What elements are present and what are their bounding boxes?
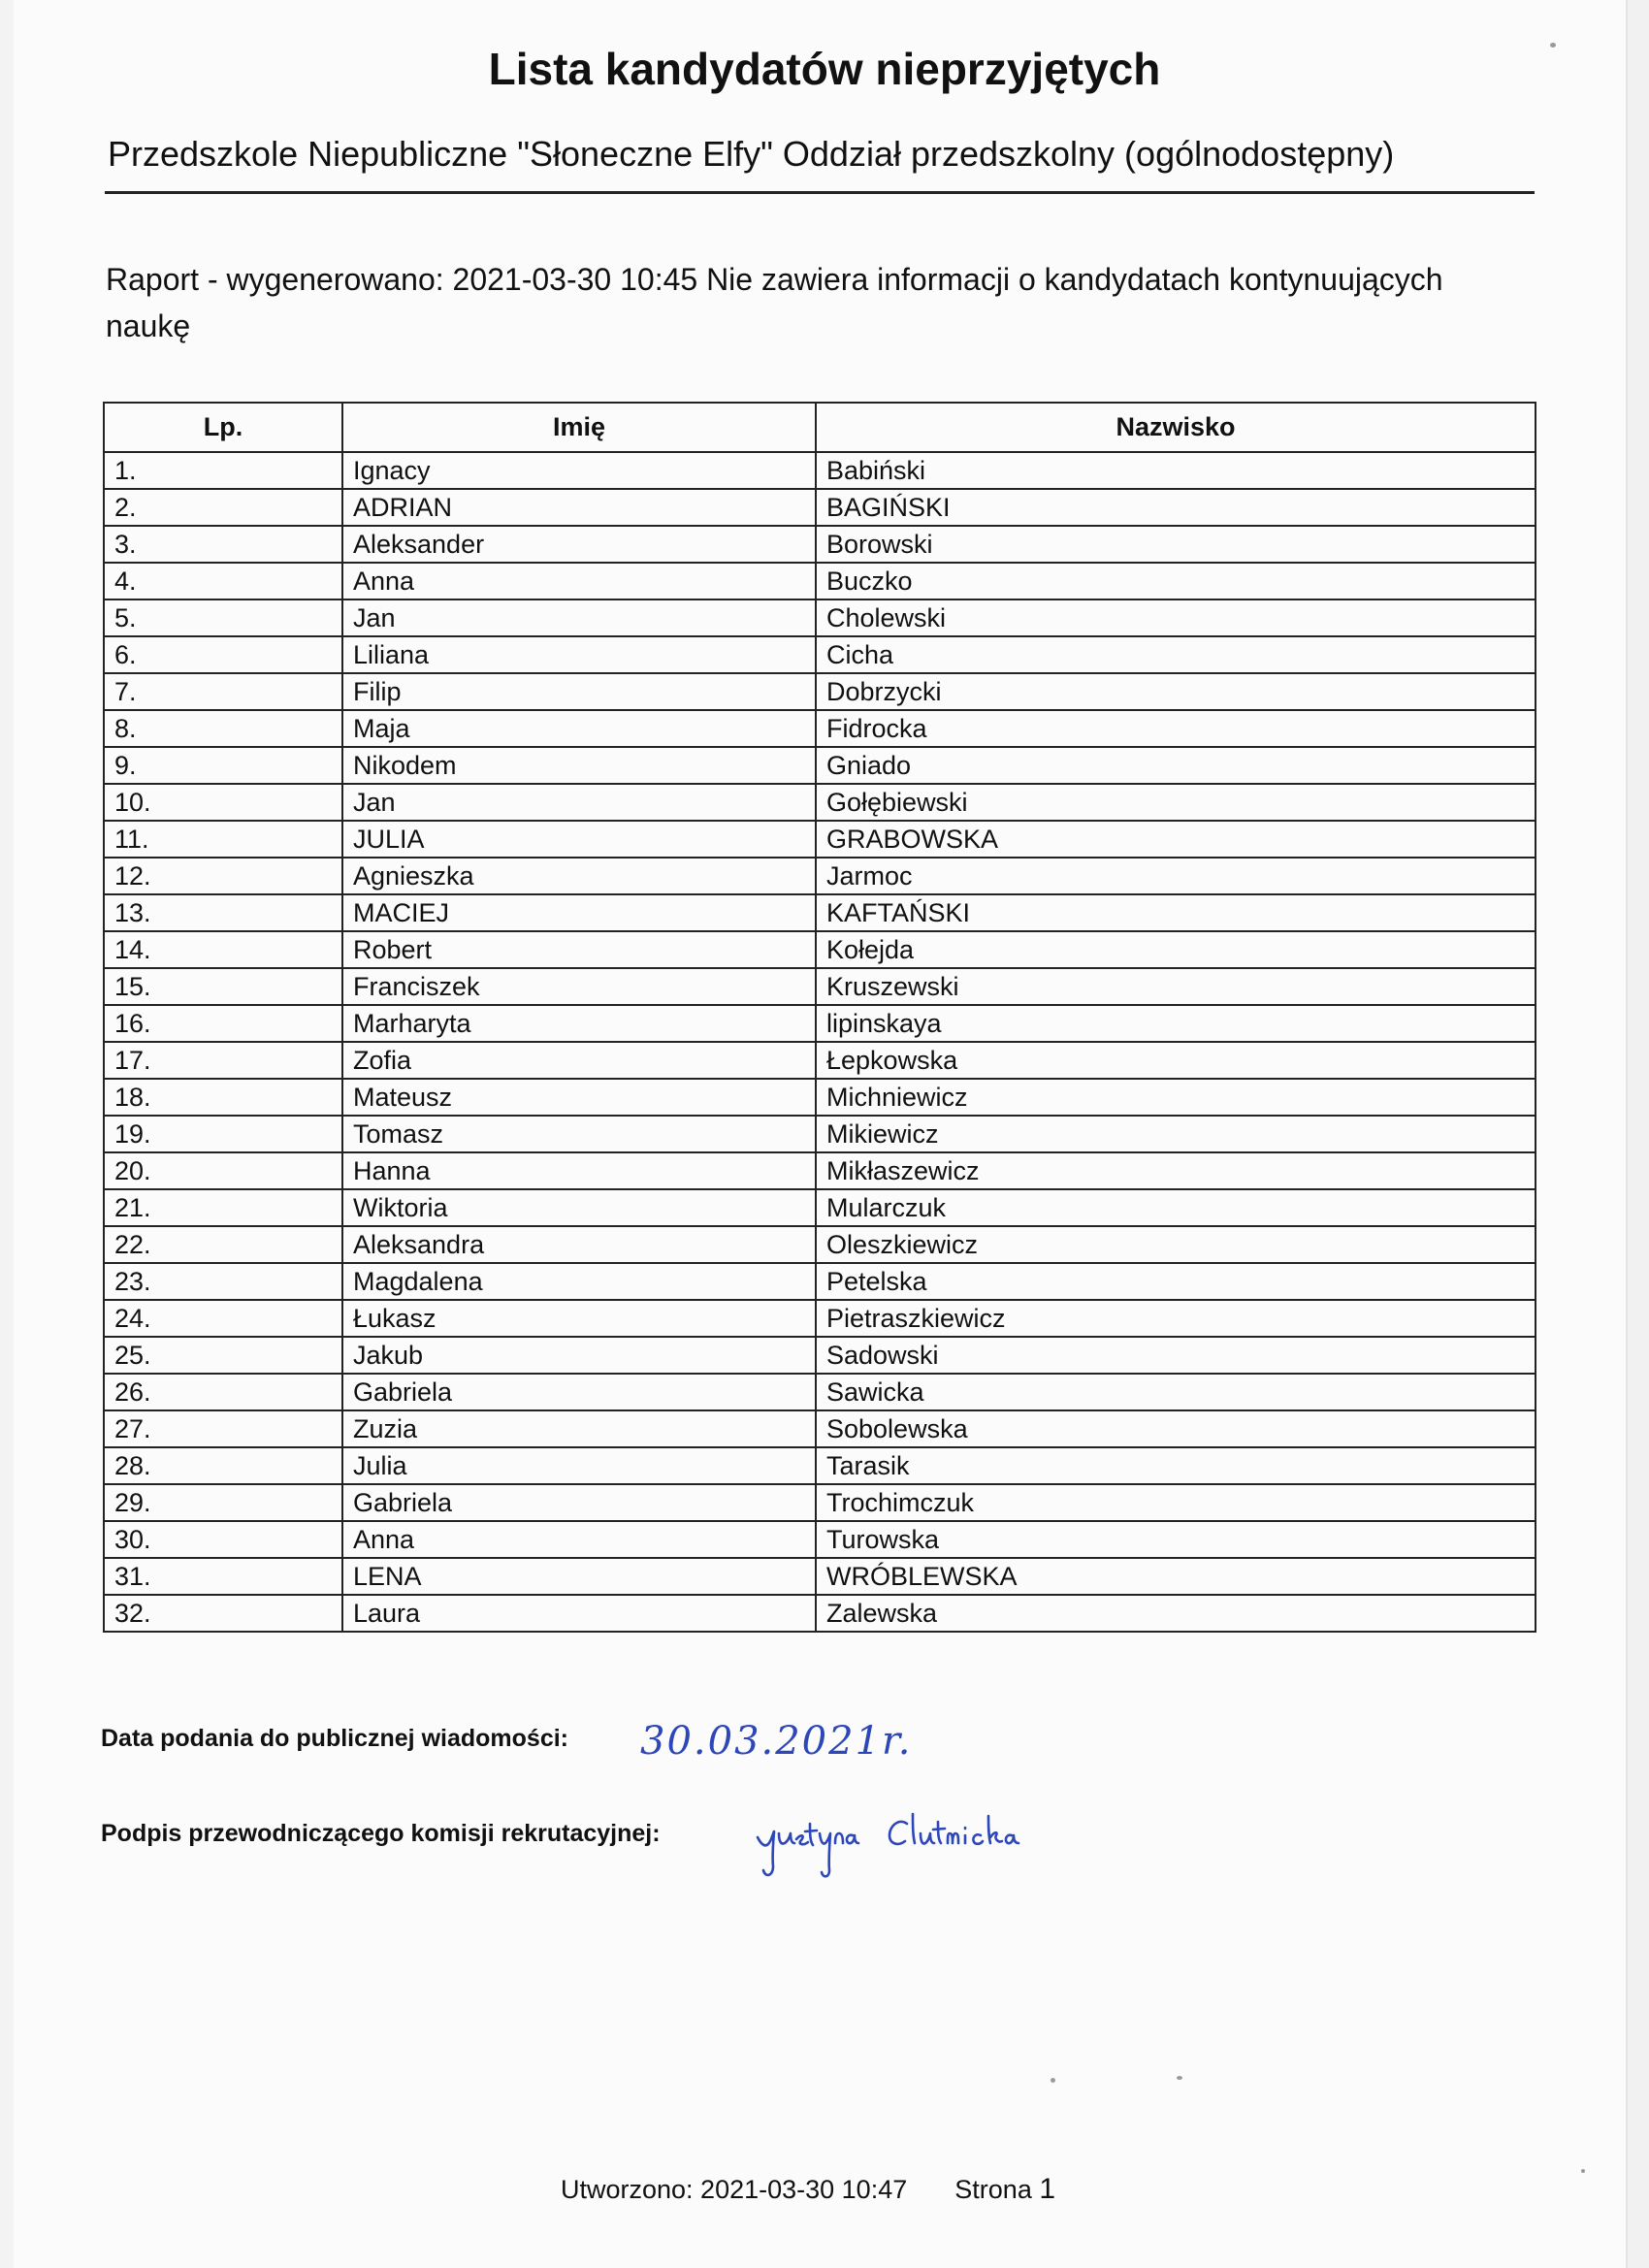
first-name-cell: Ignacy xyxy=(342,452,816,489)
row-number-cell: 31. xyxy=(104,1558,342,1595)
first-name-cell: Agnieszka xyxy=(342,858,816,894)
row-number-cell: 32. xyxy=(104,1595,342,1632)
table-row xyxy=(104,1447,1536,1484)
header-lp: Lp. xyxy=(104,403,342,452)
table-row xyxy=(104,1300,1536,1337)
row-number-cell: 19. xyxy=(104,1116,342,1152)
row-number-cell: 18. xyxy=(104,1079,342,1116)
first-name-cell: Marharyta xyxy=(342,1005,816,1042)
last-name-cell: Buczko xyxy=(816,563,1536,599)
first-name-cell: Julia xyxy=(342,1447,816,1484)
last-name-cell: Zalewska xyxy=(816,1595,1536,1632)
row-number-cell: 5. xyxy=(104,599,342,636)
row-number-cell: 23. xyxy=(104,1263,342,1300)
row-number-cell: 16. xyxy=(104,1005,342,1042)
first-name-cell: Magdalena xyxy=(342,1263,816,1300)
last-name-cell: Mularczuk xyxy=(816,1189,1536,1226)
header-first-name: Imię xyxy=(342,403,816,452)
row-number-cell: 25. xyxy=(104,1337,342,1374)
table-row xyxy=(104,1116,1536,1152)
table-row xyxy=(104,1410,1536,1447)
header-last-name: Nazwisko xyxy=(816,403,1536,452)
table-row xyxy=(104,1005,1536,1042)
last-name-cell: Łepkowska xyxy=(816,1042,1536,1079)
row-number-cell: 28. xyxy=(104,1447,342,1484)
row-number-cell: 29. xyxy=(104,1484,342,1521)
row-number-cell: 20. xyxy=(104,1152,342,1189)
page-number: 1 xyxy=(1039,2173,1056,2205)
last-name-cell: BAGIŃSKI xyxy=(816,489,1536,526)
first-name-cell: MACIEJ xyxy=(342,894,816,931)
last-name-cell: Michniewicz xyxy=(816,1079,1536,1116)
table-row xyxy=(104,1263,1536,1300)
table-row xyxy=(104,1484,1536,1521)
table-row xyxy=(104,858,1536,894)
row-number-cell: 3. xyxy=(104,526,342,563)
first-name-cell: Gabriela xyxy=(342,1484,816,1521)
last-name-cell: GRABOWSKA xyxy=(816,821,1536,858)
table-row xyxy=(104,710,1536,747)
first-name-cell: Nikodem xyxy=(342,747,816,784)
row-number-cell: 17. xyxy=(104,1042,342,1079)
title-divider xyxy=(105,191,1535,194)
page-title: Lista kandydatów nieprzyjętych xyxy=(488,44,1161,94)
last-name-cell: Borowski xyxy=(816,526,1536,563)
first-name-cell: Aleksander xyxy=(342,526,816,563)
table-row xyxy=(104,599,1536,636)
first-name-cell: Jakub xyxy=(342,1337,816,1374)
first-name-cell: Zuzia xyxy=(342,1410,816,1447)
candidates-table xyxy=(103,402,1536,1633)
table-row xyxy=(104,1042,1536,1079)
last-name-cell: Gołębiewski xyxy=(816,784,1536,821)
row-number-cell: 30. xyxy=(104,1521,342,1558)
handwritten-signature xyxy=(752,1810,1101,1888)
last-name-cell: Babiński xyxy=(816,452,1536,489)
table-body xyxy=(104,452,1536,1632)
table-row xyxy=(104,489,1536,526)
last-name-cell: Kruszewski xyxy=(816,968,1536,1005)
table-header-row xyxy=(104,403,1536,452)
row-number-cell: 21. xyxy=(104,1189,342,1226)
scan-right-margin xyxy=(1626,0,1649,2268)
page-label: Strona xyxy=(954,2175,1032,2204)
table-row xyxy=(104,1595,1536,1632)
last-name-cell: Tarasik xyxy=(816,1447,1536,1484)
row-number-cell: 2. xyxy=(104,489,342,526)
last-name-cell: Cholewski xyxy=(816,599,1536,636)
row-number-cell: 27. xyxy=(104,1410,342,1447)
table-row xyxy=(104,1079,1536,1116)
report-info: Raport - wygenerowano: 2021-03-30 10:45 Nie zawiera informacji o kandydatach kontynuujących naukę xyxy=(106,262,1443,343)
table-row xyxy=(104,821,1536,858)
last-name-cell: Fidrocka xyxy=(816,710,1536,747)
last-name-cell: Gniado xyxy=(816,747,1536,784)
row-number-cell: 9. xyxy=(104,747,342,784)
first-name-cell: LENA xyxy=(342,1558,816,1595)
first-name-cell: Maja xyxy=(342,710,816,747)
row-number-cell: 24. xyxy=(104,1300,342,1337)
row-number-cell: 10. xyxy=(104,784,342,821)
first-name-cell: Gabriela xyxy=(342,1374,816,1410)
last-name-cell: Sobolewska xyxy=(816,1410,1536,1447)
row-number-cell: 4. xyxy=(104,563,342,599)
first-name-cell: Anna xyxy=(342,1521,816,1558)
row-number-cell: 13. xyxy=(104,894,342,931)
scan-speck xyxy=(1550,43,1556,48)
scan-speck xyxy=(1581,2169,1585,2173)
table-row xyxy=(104,1152,1536,1189)
row-number-cell: 12. xyxy=(104,858,342,894)
row-number-cell: 26. xyxy=(104,1374,342,1410)
row-number-cell: 14. xyxy=(104,931,342,968)
first-name-cell: Hanna xyxy=(342,1152,816,1189)
table-row xyxy=(104,563,1536,599)
last-name-cell: Jarmoc xyxy=(816,858,1536,894)
first-name-cell: Jan xyxy=(342,784,816,821)
table-row xyxy=(104,894,1536,931)
table-row xyxy=(104,931,1536,968)
publication-date-handwritten: 30.03.2021r. xyxy=(640,1719,913,1764)
publication-date-label: Data podania do publicznej wiadomości: xyxy=(101,1725,568,1752)
first-name-cell: Filip xyxy=(342,673,816,710)
last-name-cell: Pietraszkiewicz xyxy=(816,1300,1536,1337)
scan-speck xyxy=(1051,2078,1055,2083)
last-name-cell: Sadowski xyxy=(816,1337,1536,1374)
first-name-cell: Wiktoria xyxy=(342,1189,816,1226)
row-number-cell: 8. xyxy=(104,710,342,747)
last-name-cell: WRÓBLEWSKA xyxy=(816,1558,1536,1595)
last-name-cell: Oleszkiewicz xyxy=(816,1226,1536,1263)
institution-subtitle: Przedszkole Niepubliczne "Słoneczne Elfy" Oddział przedszkolny (ogólnodostępny) xyxy=(108,134,1395,174)
first-name-cell: Aleksandra xyxy=(342,1226,816,1263)
scan-left-margin xyxy=(0,0,14,2268)
first-name-cell: Jan xyxy=(342,599,816,636)
row-number-cell: 22. xyxy=(104,1226,342,1263)
last-name-cell: Mikiewicz xyxy=(816,1116,1536,1152)
table-row xyxy=(104,452,1536,489)
table-row xyxy=(104,968,1536,1005)
table-row xyxy=(104,636,1536,673)
last-name-cell: Mikłaszewicz xyxy=(816,1152,1536,1189)
row-number-cell: 7. xyxy=(104,673,342,710)
row-number-cell: 15. xyxy=(104,968,342,1005)
table-row xyxy=(104,1558,1536,1595)
table-row xyxy=(104,526,1536,563)
row-number-cell: 1. xyxy=(104,452,342,489)
table-row xyxy=(104,1374,1536,1410)
first-name-cell: ADRIAN xyxy=(342,489,816,526)
last-name-cell: Trochimczuk xyxy=(816,1484,1536,1521)
first-name-cell: Laura xyxy=(342,1595,816,1632)
last-name-cell: Sawicka xyxy=(816,1374,1536,1410)
row-number-cell: 11. xyxy=(104,821,342,858)
last-name-cell: Kołejda xyxy=(816,931,1536,968)
first-name-cell: Liliana xyxy=(342,636,816,673)
created-timestamp: Utworzono: 2021-03-30 10:47 xyxy=(561,2175,908,2204)
last-name-cell: Dobrzycki xyxy=(816,673,1536,710)
first-name-cell: Tomasz xyxy=(342,1116,816,1152)
table-row xyxy=(104,1226,1536,1263)
last-name-cell: lipinskaya xyxy=(816,1005,1536,1042)
last-name-cell: Turowska xyxy=(816,1521,1536,1558)
page-footer xyxy=(561,2173,1055,2206)
last-name-cell: Cicha xyxy=(816,636,1536,673)
signature-label: Podpis przewodniczącego komisji rekrutacyjnej: xyxy=(101,1820,661,1847)
first-name-cell: Anna xyxy=(342,563,816,599)
table-row xyxy=(104,1189,1536,1226)
table-row xyxy=(104,1337,1536,1374)
scan-speck xyxy=(1177,2076,1182,2080)
table-row xyxy=(104,1521,1536,1558)
first-name-cell: Zofia xyxy=(342,1042,816,1079)
table-row xyxy=(104,747,1536,784)
last-name-cell: Petelska xyxy=(816,1263,1536,1300)
first-name-cell: Mateusz xyxy=(342,1079,816,1116)
row-number-cell: 6. xyxy=(104,636,342,673)
first-name-cell: Robert xyxy=(342,931,816,968)
first-name-cell: Łukasz xyxy=(342,1300,816,1337)
table-row xyxy=(104,784,1536,821)
first-name-cell: Franciszek xyxy=(342,968,816,1005)
first-name-cell: JULIA xyxy=(342,821,816,858)
table-row xyxy=(104,673,1536,710)
last-name-cell: KAFTAŃSKI xyxy=(816,894,1536,931)
